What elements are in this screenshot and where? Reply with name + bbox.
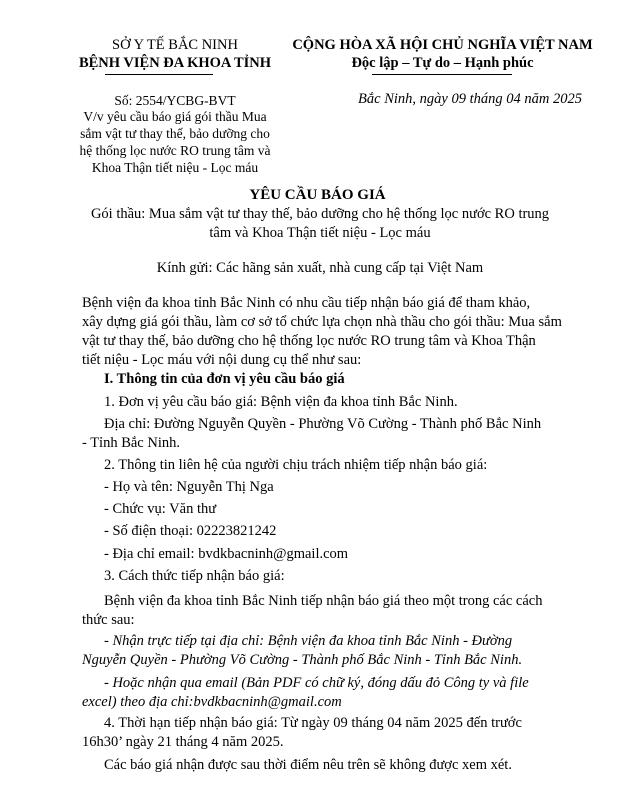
intro-line-2: xây dựng giá gói thầu, làm cơ sở tổ chức lựa chọn nhà thầu cho gói thầu: Mua sắm [82, 314, 562, 330]
method-email-line-1: - Hoặc nhận qua email (Bản PDF có chữ ký, đóng dấu đỏ Công ty và file [104, 675, 529, 691]
contact-phone: - Số điện thoại: 02223821242 [104, 523, 277, 539]
recipient: Kính gửi: Các hãng sản xuất, nhà cung cấp tại Việt Nam [156, 260, 484, 276]
methods-heading: 3. Cách thức tiếp nhận báo giá: [104, 568, 285, 584]
requesting-unit: 1. Đơn vị yêu cầu báo giá: Bệnh viện đa khoa tỉnh Bắc Ninh. [104, 394, 458, 410]
package-name: Gói thầu: Mua sắm vật tư thay thế, bảo dưỡng cho hệ thống lọc nước RO trung tâm và Khoa Thận tiết niệu - Lọc máu [90, 206, 550, 241]
deadline-line-1: 4. Thời hạn tiếp nhận báo giá: Từ ngày 09 tháng 04 năm 2025 đến trước [104, 715, 522, 731]
intro-line-1: Bệnh viện đa khoa tỉnh Bắc Ninh có nhu cầu tiếp nhận báo giá để tham khảo, [82, 295, 531, 311]
deadline-line-2: 16h30’ ngày 21 tháng 4 năm 2025. [82, 734, 284, 750]
document-number: Số: 2554/YCBG-BVT [114, 93, 236, 108]
intro-line-4: tiết niệu - Lọc máu với nội dung cụ thể như sau: [82, 352, 362, 368]
place-date: Bắc Ninh, ngày 09 tháng 04 năm 2025 [358, 91, 582, 107]
section-heading: I. Thông tin của đơn vị yêu cầu báo giá [104, 371, 345, 387]
late-note: Các báo giá nhận được sau thời điểm nêu trên sẽ không được xem xét. [104, 757, 512, 773]
document-title: YÊU CẦU BÁO GIÁ [249, 187, 386, 203]
contact-position: - Chức vụ: Văn thư [104, 501, 217, 517]
hospital-underline [105, 74, 213, 75]
contact-name: - Họ và tên: Nguyễn Thị Nga [104, 479, 274, 495]
method-direct-line-1: - Nhận trực tiếp tại địa chỉ: Bệnh viện đa khoa tỉnh Bắc Ninh - Đường [104, 633, 513, 649]
contact-heading: 2. Thông tin liên hệ của người chịu trách nhiệm tiếp nhận báo giá: [104, 457, 488, 473]
hospital-name: BỆNH VIỆN ĐA KHOA TỈNH [78, 55, 272, 71]
methods-intro-line-1: Bệnh viện đa khoa tỉnh Bắc Ninh tiếp nhận báo giá theo một trong các cách [104, 593, 543, 609]
contact-email: - Địa chỉ email: bvdkbacninh@gmail.com [104, 546, 349, 562]
national-motto: Độc lập – Tự do – Hạnh phúc [351, 55, 534, 71]
motto-underline [372, 74, 512, 75]
document-subject: V/v yêu cầu báo giá gói thầu Mua sắm vật tư thay thế, bảo dưỡng cho hệ thống lọc nước RO trung tâm và Khoa Thận tiết niệu - Lọc máu [79, 109, 271, 175]
department-name: SỞ Y TẾ BẮC NINH [112, 37, 238, 53]
address-line-1: Địa chỉ: Đường Nguyễn Quyền - Phường Võ Cường - Thành phố Bắc Ninh [104, 416, 542, 432]
address-line-2: - Tỉnh Bắc Ninh. [82, 435, 180, 451]
nation-title: CỘNG HÒA XÃ HỘI CHỦ NGHĨA VIỆT NAM [292, 37, 593, 53]
method-direct-line-2: Nguyễn Quyền - Phường Võ Cường - Thành phố Bắc Ninh - Tỉnh Bắc Ninh. [82, 652, 523, 668]
intro-line-3: vật tư thay thế, bảo dưỡng cho hệ thống lọc nước RO trung tâm và Khoa Thận [82, 333, 536, 349]
method-email-line-2: excel) theo địa chỉ:bvdkbacninh@gmail.com [82, 694, 342, 710]
methods-intro-line-2: thức sau: [82, 612, 135, 628]
